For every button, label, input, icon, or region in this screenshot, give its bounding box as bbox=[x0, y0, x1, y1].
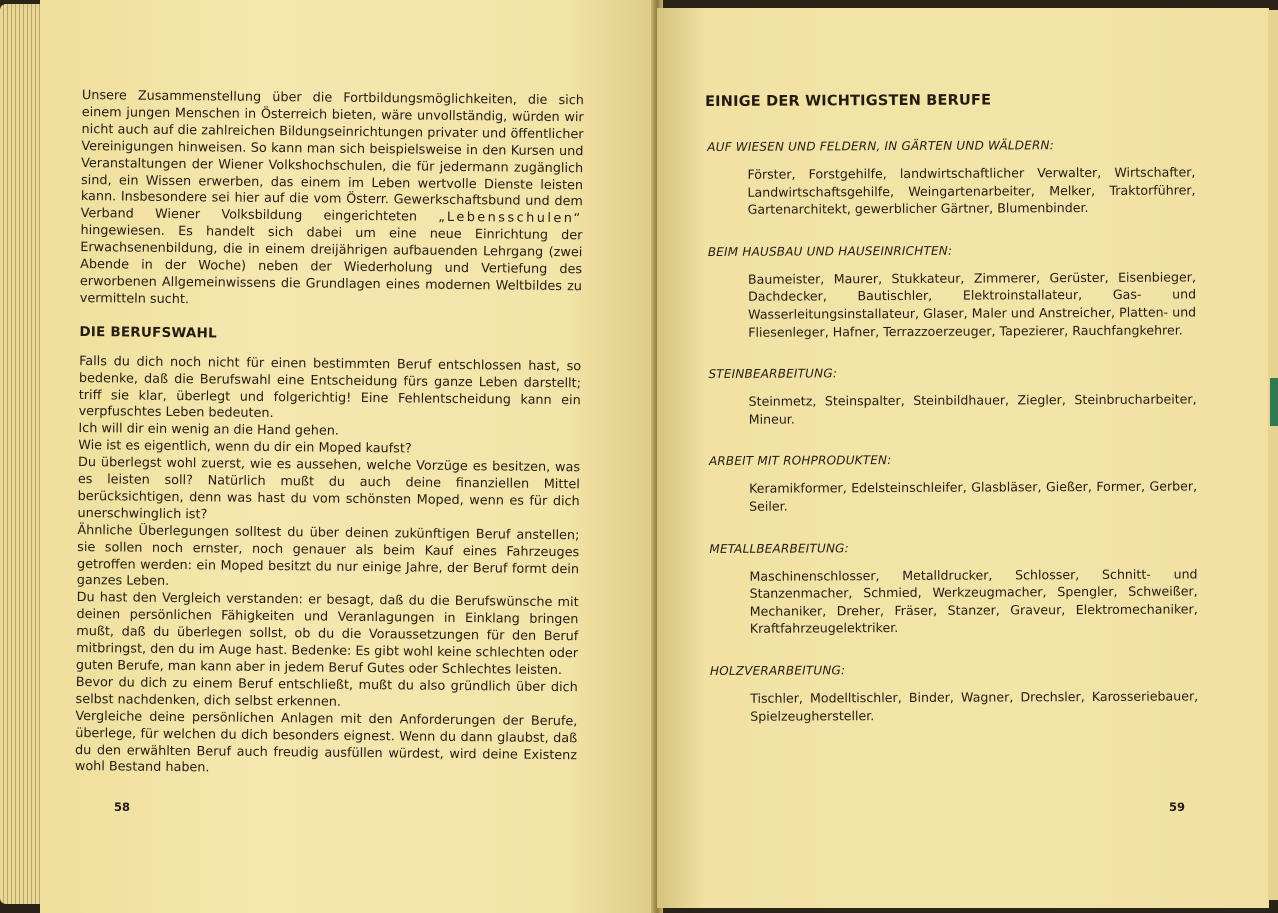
section-body: Förster, Forstgehilfe, landwirtschaftlicher Verwalter, Wirtschafter, Landwirtschaftsgehilfe, Weingartenarbeiter, Melker, Traktorführer, Gartenarchitekt, gewerblicher Gärtner, Blumenbinder. bbox=[747, 164, 1196, 217]
left-page-text bbox=[75, 88, 584, 782]
section-body: Maschinenschlosser, Metalldrucker, Schlosser, Schnitt- und Stanzenmacher, Schmied, Werkzeugmacher, Spengler, Schweißer, Mechaniker, Dreher, Fräser, Stanzer, Graveur, Elektromechaniker, Kraftfahrzeugelektriker. bbox=[749, 565, 1198, 637]
paragraph: Du überlegst wohl zuerst, wie es aussehen, welche Vorzüge es besitzen, was es leisten soll? Natürlich mußt du auch deine finanziellen Mittel berücksichtigen, denn was hast du vom schönsten Moped, wenn es für dich unerschwinglich ist? bbox=[77, 455, 581, 523]
intro-text-a: Unsere Zusammenstellung über die Fortbildungsmöglichkeiten, die sich einem jungen Menschen in Österreich bieten, wäre unvollständig, würden wir nicht auch auf die zahlreichen Bildungseinrichtungen privater und öffentlicher Vereinigungen hinweisen. So kann man sich beispielsweise in den Kursen und Veranstaltungen der Wiener Volkshochschulen, die für jedermann zugänglich sind, ein Wissen erwerben, das einem im Leben wertvolle Dienste leisten kann. Insbesondere sei hier auf die vom Österr. Gewerkschaftsbund und dem Verband Wiener Volksbildung eingerichteten bbox=[80, 88, 584, 226]
page-number-left: 58 bbox=[114, 800, 131, 814]
intro-paragraph bbox=[80, 88, 584, 313]
right-page bbox=[657, 8, 1269, 908]
page-number-right: 59 bbox=[1169, 800, 1186, 814]
section-title: BEIM HAUSBAU UND HAUSEINRICHTEN: bbox=[707, 243, 953, 259]
paragraph: Ich will dir ein wenig an die Hand gehen. bbox=[78, 421, 340, 440]
section-heading: DIE BERUFSWAHL bbox=[79, 323, 217, 342]
paragraph: Ähnliche Überlegungen solltest du über deinen zukünftigen Beruf anstellen; sie sollen noch ernster, noch genauer als beim Kauf eines Fahrzeuges getroffen werden: ein Moped besitzt du nur einige Jahre, der Beruf formt dein ganzes Leben. bbox=[76, 522, 580, 590]
section-title: AUF WIESEN UND FELDERN, IN GÄRTEN UND WÄLDERN: bbox=[707, 138, 1054, 154]
section-title: STEINBEARBEITUNG: bbox=[708, 366, 838, 382]
section-title: ARBEIT MIT ROHPRODUKTEN: bbox=[708, 453, 892, 469]
paragraph: Vergleiche deine persönlichen Anlagen mit den Anforderungen der Berufe, überlege, für welchen du dich besonders eignest. Wenn du dann glaubst, daß du den erwählten Beruf auch freudig ausfüllen würdest, wird deine Existenz wohl Bestand haben. bbox=[74, 708, 578, 776]
section-body: Baumeister, Maurer, Stukkateur, Zimmerer, Gerüster, Eisenbieger, Dachdecker, Bautischler, Elektroinstallateur, Gas- und Wasserleitungsinstallateur, Glaser, Maler und Anstreicher, Platten- und Fliesenleger, Hafner, Terrazzoerzeuger, Tapezierer, Rauchfangkehrer. bbox=[747, 269, 1197, 340]
paragraph: Wie ist es eigentlich, wenn du dir ein Moped kaufst? bbox=[78, 438, 412, 457]
section-title: METALLBEARBEITUNG: bbox=[709, 540, 849, 556]
intro-spaced-term: „Lebensschulen“ bbox=[438, 210, 583, 227]
right-page-edge bbox=[1268, 10, 1278, 900]
bookmark-tab bbox=[1270, 378, 1278, 426]
paragraph: Bevor du dich zu einem Beruf entschließt, mußt du also gründlich über dich selbst nachdenken, dich selbst erkennen. bbox=[75, 674, 578, 710]
paragraph: Du hast den Vergleich verstanden: er besagt, daß du die Berufswünsche mit deinen persönlichen Fähigkeiten und Veranlagungen in Einklang bringen mußt, daß du überlegen sollst, ob du die Voraussetzungen für den Beruf mitbringst, den du im Auge hast. Bedenke: Es gibt wohl keine schlechten oder guten Berufe, man kann aber in jedem Beruf Gutes oder Schlechtes leisten. bbox=[75, 590, 579, 679]
right-page-content bbox=[705, 91, 1198, 751]
left-page bbox=[40, 0, 657, 913]
paragraph: Falls du dich noch nicht für einen bestimmten Beruf entschlossen hast, so bedenke, daß die Berufswahl eine Entscheidung fürs ganze Leben darstellt; triff sie klar, überlegt und folgerichtig! Eine Fehlentscheidung kann ein verpfuschtes Leben bedeuten. bbox=[78, 353, 582, 422]
section-title: HOLZVERARBEITUNG: bbox=[709, 663, 846, 678]
page-heading: EINIGE DER WICHTIGSTEN BERUFE bbox=[705, 92, 992, 110]
section-body: Keramikformer, Edelsteinschleifer, Glasbläser, Gießer, Former, Gerber, Seiler. bbox=[749, 478, 1198, 514]
section-body: Tischler, Modelltischler, Binder, Wagner, Drechsler, Karosseriebauer, Spielzeughersteller. bbox=[750, 688, 1199, 724]
intro-text-b: hingewiesen. Es handelt sich dabei um eine neue Einrichtung der Erwachsenenbildung, die in einem dreijährigen aufbauenden Lehrgang (zwei Abende in der Woche) neben der Wiederholung und Vertiefung des erworbenen Allgemeinwissens die Grundlagen eines modernen Weltbildes zu vermitteln sucht. bbox=[79, 223, 583, 308]
section-body: Steinmetz, Steinspalter, Steinbildhauer, Ziegler, Steinbrucharbeiter, Mineur. bbox=[748, 391, 1197, 427]
